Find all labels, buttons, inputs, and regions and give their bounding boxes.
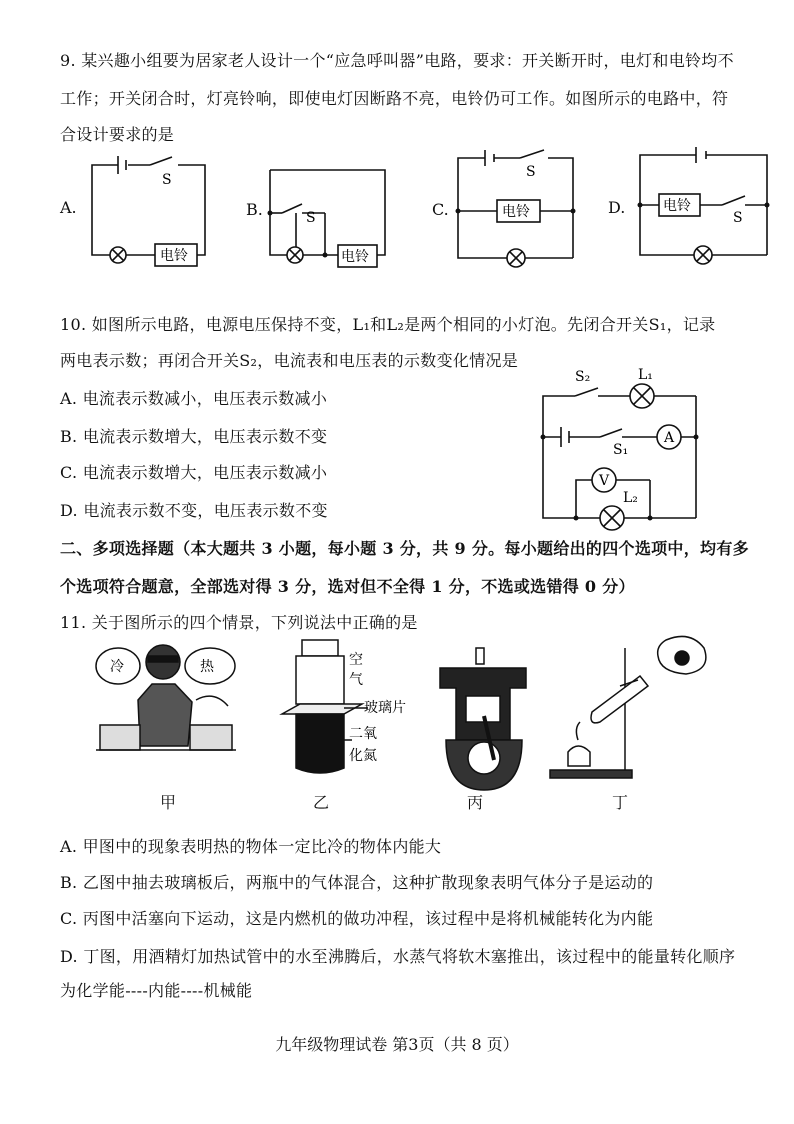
q9-c-bell-label: 电铃 [502, 204, 530, 220]
q11-option-a[interactable]: A. 甲图中的现象表明热的物体一定比冷的物体内能大 [60, 837, 442, 856]
q10-option-c[interactable]: C. 电流表示数增大，电压表示数减小 [60, 463, 328, 482]
q9-d-bell-label: 电铃 [663, 198, 691, 214]
q9-d-switch-label: S [733, 210, 743, 226]
section2-heading-line1: 二、多项选择题（本大题共 3 小题，每小题 3 分，共 9 分。每小题给出的四个选项中，均有多 [60, 539, 749, 558]
q9-option-d-label[interactable]: D. [608, 198, 626, 217]
q10-s2-label: S₂ [575, 369, 591, 385]
section2-heading-line2: 个选项符合题意，全部选对得 3 分，选对但不全得 1 分，不选或选错得 0 分） [60, 577, 635, 596]
yi-co2-label-1: 二氧 [349, 726, 377, 742]
q10-voltmeter-label: V [599, 473, 610, 489]
yi-glass-label: 玻璃片 [364, 700, 406, 716]
figure-jia-caption: 甲 [160, 793, 177, 812]
figure-ding-illustration [550, 636, 706, 778]
yi-air-label-1: 空 [349, 652, 363, 668]
q9-a-switch-label: S [162, 172, 172, 188]
q9-option-c-label[interactable]: C. [432, 200, 449, 219]
yi-co2-label-2: 化氮 [349, 748, 377, 764]
q9-b-switch-label: S [306, 210, 316, 226]
q9-stem-line1: 9. 某兴趣小组要为居家老人设计一个“应急呼叫器”电路，要求：开关断开时，电灯和电铃均不 [60, 51, 734, 70]
q9-b-bell-label: 电铃 [341, 249, 369, 265]
q11-option-d-line1[interactable]: D. 丁图，用酒精灯加热试管中的水至沸腾后，水蒸气将软木塞推出，该过程中的能量转化顺序 [60, 947, 736, 966]
yi-air-label-2: 气 [349, 672, 363, 688]
q10-l2-label: L₂ [623, 490, 638, 506]
q10-l1-label: L₁ [638, 367, 653, 383]
q9-c-switch-label: S [526, 164, 536, 180]
figure-yi-caption: 乙 [313, 793, 330, 812]
q9-option-b-label[interactable]: B. [246, 200, 263, 219]
jia-hot-label: 热 [200, 659, 214, 675]
q10-option-d[interactable]: D. 电流表示数不变，电压表示数不变 [60, 501, 328, 520]
q10-option-b[interactable]: B. 电流表示数增大，电压表示数不变 [60, 427, 328, 446]
q10-stem-line1: 10. 如图所示电路，电源电压保持不变，L₁和L₂是两个相同的小灯泡。先闭合开关S₁，记录 [60, 315, 716, 334]
figure-bing-illustration [440, 648, 526, 790]
q11-stem: 11. 关于图所示的四个情景，下列说法中正确的是 [60, 613, 418, 632]
figure-bing-caption: 丙 [467, 793, 484, 812]
q10-option-a[interactable]: A. 电流表示数减小，电压表示数减小 [60, 389, 328, 408]
q11-option-b[interactable]: B. 乙图中抽去玻璃板后，两瓶中的气体混合，这种扩散现象表明气体分子是运动的 [60, 873, 654, 892]
q9-option-a-label[interactable]: A. [60, 198, 77, 217]
q9-stem-line3: 合设计要求的是 [60, 125, 175, 144]
page-footer: 九年级物理试卷 第3页（共 8 页） [275, 1035, 519, 1054]
q9-stem-line2: 工作；开关闭合时，灯亮铃响，即使电灯因断路不亮，电铃仍可工作。如图所示的电路中，符 [60, 89, 729, 108]
q10-ammeter-label: A [664, 430, 675, 446]
q11-option-d-line2: 为化学能----内能----机械能 [60, 981, 253, 1000]
q9-a-bell-label: 电铃 [160, 248, 188, 264]
q10-stem-line2: 两电表示数；再闭合开关S₂，电流表和电压表的示数变化情况是 [60, 351, 519, 370]
q11-option-c[interactable]: C. 丙图中活塞向下运动，这是内燃机的做功冲程，该过程中是将机械能转化为内能 [60, 909, 654, 928]
jia-cold-label: 冷 [110, 659, 124, 675]
q10-s1-label: S₁ [613, 442, 629, 458]
figure-ding-caption: 丁 [612, 793, 629, 812]
